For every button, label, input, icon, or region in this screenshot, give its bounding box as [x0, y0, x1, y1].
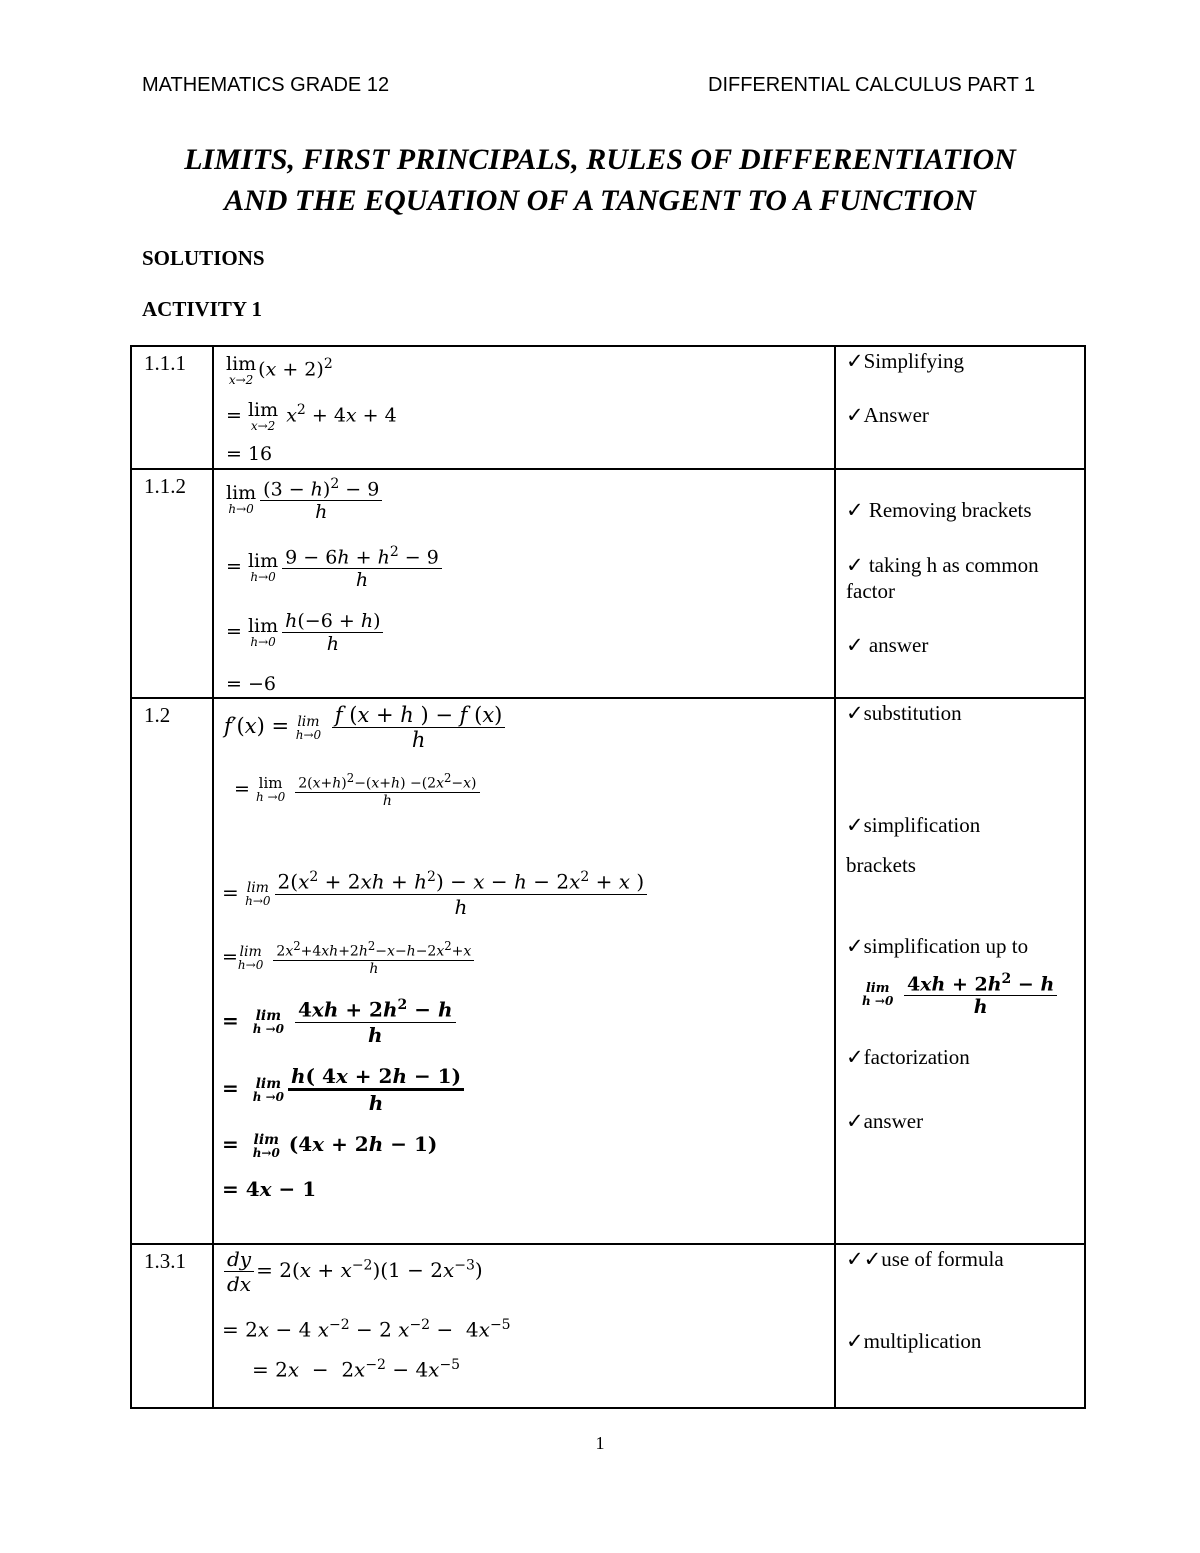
marks-cell [835, 698, 1085, 1244]
working-cell [213, 698, 835, 1244]
activity-label: ACTIVITY 1 [142, 297, 262, 321]
title-line-2: AND THE EQUATION OF A TANGENT TO A FUNCTION [224, 184, 976, 217]
solutions-label: SOLUTIONS [142, 246, 265, 270]
math-line: = lim h →0 $\frac{4xh + 2h^2 - h}{h}$ [222, 997, 458, 1047]
math-line: f′(x) = lim h→0 $\frac{f (x + h ) - f (x)}{h}$ [224, 703, 507, 752]
header-right: DIFFERENTIAL CALCULUS PART 1 [708, 74, 1036, 96]
math-line: lim h→0 $\frac{(3 - h)^2 - 9}{h}$ [226, 476, 384, 523]
math-line: = 2x − 4 $x^{-2} - 2$ $x^{-2} - 4x^{-5}$ [222, 1317, 511, 1342]
header-left: MATHEMATICS GRADE 12 [142, 74, 390, 96]
math-line: = lim x→2 $x^2 + 4x + 4$ [226, 399, 397, 433]
working-cell [213, 1244, 835, 1408]
table-row [131, 346, 1085, 469]
mark-item: ✓ taking h as common [846, 553, 1039, 577]
mark-item: ✓ Removing brackets [846, 498, 1032, 522]
working-cell [213, 469, 835, 698]
math-line: = lim h→0 $\frac{2x^2+4xh+2h^2-x-h-2x^2+x}{h}$ [222, 939, 476, 977]
mark-item: factor [846, 579, 895, 603]
mark-item: ✓✓use of formula [846, 1247, 1004, 1271]
table-row [131, 698, 1085, 1244]
mark-formula: lim h →0 $\frac{4xh + 2h^2 - h}{h}$ [862, 971, 1059, 1018]
table-row [131, 469, 1085, 698]
working-cell [213, 346, 835, 469]
mark-item: ✓simplification [846, 813, 981, 837]
question-number: 1.1.2 [131, 469, 213, 698]
math-line: lim x→2 $(x + 2)^2$ [226, 353, 333, 387]
page-number: 1 [595, 1433, 605, 1453]
mark-item: ✓ answer [846, 633, 929, 657]
mark-item: ✓multiplication [846, 1329, 982, 1353]
math-line: = −6 [226, 673, 276, 695]
math-line: $\frac{dy}{dx}$ = $2(x + x^{-2})(1 - 2x^{-3})$ [222, 1247, 483, 1296]
mark-item: ✓Simplifying [846, 349, 964, 373]
math-line: = lim h →0 $\frac{h( 4x + 2h - 1)}{h}$ [222, 1064, 466, 1115]
math-line: = lim h→0 (4x + 2h − 1) [222, 1131, 438, 1160]
solutions-table [130, 345, 1086, 1409]
mark-item: ✓simplification up to [846, 934, 1029, 958]
marks-cell [835, 346, 1085, 469]
marks-cell [835, 1244, 1085, 1408]
mark-item: brackets [846, 853, 916, 877]
table-row [131, 1244, 1085, 1408]
mark-item: ✓Answer [846, 403, 929, 427]
mark-item: ✓factorization [846, 1045, 970, 1069]
math-line: = 16 [226, 443, 273, 465]
math-line: = $2x - 2x^{-2} - 4x^{-5}$ [252, 1357, 461, 1382]
mark-item: ✓substitution [846, 701, 962, 725]
mark-item: ✓answer [846, 1109, 924, 1133]
title-line-1: LIMITS, FIRST PRINCIPALS, RULES OF DIFFERENTIATION [184, 143, 1016, 176]
math-line: = lim h→0 $\frac{9 - 6h + h^2 - 9}{h}$ [226, 544, 444, 591]
question-number: 1.1.1 [131, 346, 213, 469]
question-number: 1.2 [131, 698, 213, 1244]
question-number: 1.3.1 [131, 1244, 213, 1408]
marks-cell [835, 469, 1085, 698]
math-line: = lim h →0 $\frac{2(x+h)^2-(x+h) -(2x^2-x)}{h}$ [234, 771, 482, 809]
math-line: = lim h→0 $\frac{2(x^2 + 2xh + h^2) - x - h - 2x^2 + x )}{h}$ [222, 869, 649, 919]
math-line: = lim h→0 $\frac{h(-6 + h)}{h}$ [226, 610, 385, 655]
math-line: = 4x − 1 [222, 1177, 317, 1201]
